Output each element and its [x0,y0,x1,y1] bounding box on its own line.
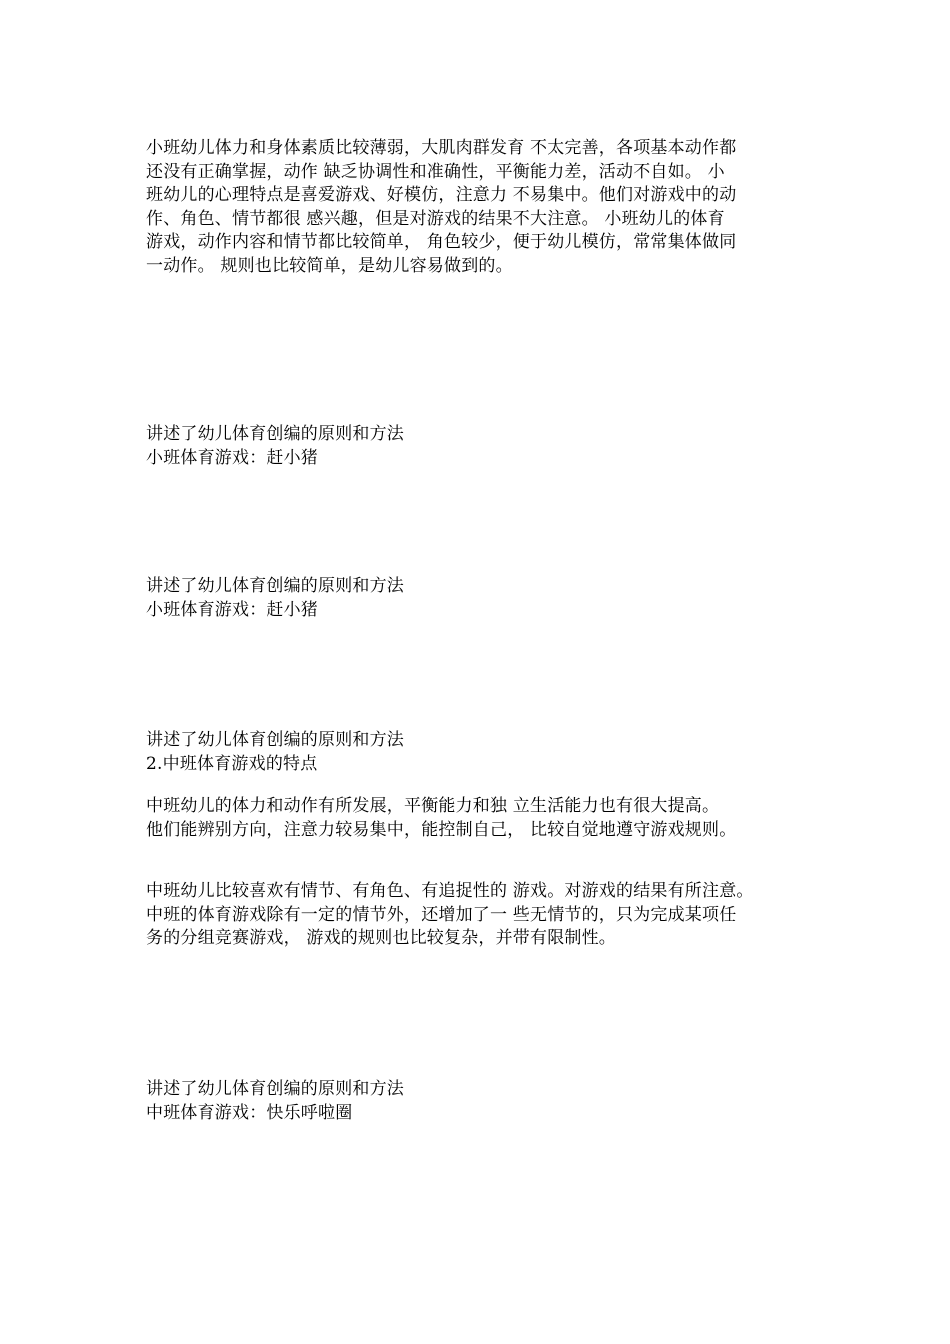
text-line: 作、角色、情节都很 感兴趣，但是对游戏的结果不大注意。 小班幼儿的体育 [146,208,725,229]
text-line: 中班幼儿比较喜欢有情节、有角色、有追捉性的 游戏。对游戏的结果有所注意。 [146,881,754,901]
text-line: 务的分组竞赛游戏， 游戏的规则也比较复杂，并带有限制性。 [146,928,617,948]
section-heading-2 [146,575,826,622]
heading-line: 讲述了幼儿体育创编的原则和方法 [146,576,404,596]
paragraph-middle-class-ability [146,795,826,842]
heading-line: 小班体育游戏：赶小猪 [146,599,318,620]
section-heading-1 [146,423,826,470]
heading-line: 讲述了幼儿体育创编的原则和方法 [146,730,404,750]
section-heading-3 [146,729,826,776]
text-line: 班幼儿的心理特点是喜爱游戏、好模仿，注意力 不易集中。他们对游戏中的动 [146,185,737,205]
text-line: 他们能辨别方向，注意力较易集中，能控制自己， 比较自觉地遵守游戏规则。 [146,819,737,840]
heading-line: 2.中班体育游戏的特点 [146,753,318,774]
text-line: 一动作。 规则也比较简单，是幼儿容易做到的。 [146,255,513,276]
text-line: 中班的体育游戏除有一定的情节外，还增加了一 些无情节的，只为完成某项任 [146,904,737,925]
text-line: 还没有正确掌握，动作 缺乏协调性和准确性，平衡能力差，活动不自如。 小 [146,161,725,182]
heading-line: 小班体育游戏：赶小猪 [146,447,318,468]
text-line: 小班幼儿体力和身体素质比较薄弱，大肌肉群发育 不太完善，各项基本动作都 [146,138,737,158]
heading-line: 讲述了幼儿体育创编的原则和方法 [146,1079,404,1099]
heading-line: 中班体育游戏：快乐呼啦圈 [146,1102,353,1123]
text-line: 游戏，动作内容和情节都比较简单， 角色较少，便于幼儿模仿，常常集体做同 [146,232,737,252]
section-heading-4 [146,1078,826,1125]
heading-line: 讲述了幼儿体育创编的原则和方法 [146,424,404,444]
text-line: 中班幼儿的体力和动作有所发展，平衡能力和独 立生活能力也有很大提高。 [146,796,720,816]
paragraph-middle-class-games [146,880,826,951]
paragraph-small-class-traits [146,137,826,278]
